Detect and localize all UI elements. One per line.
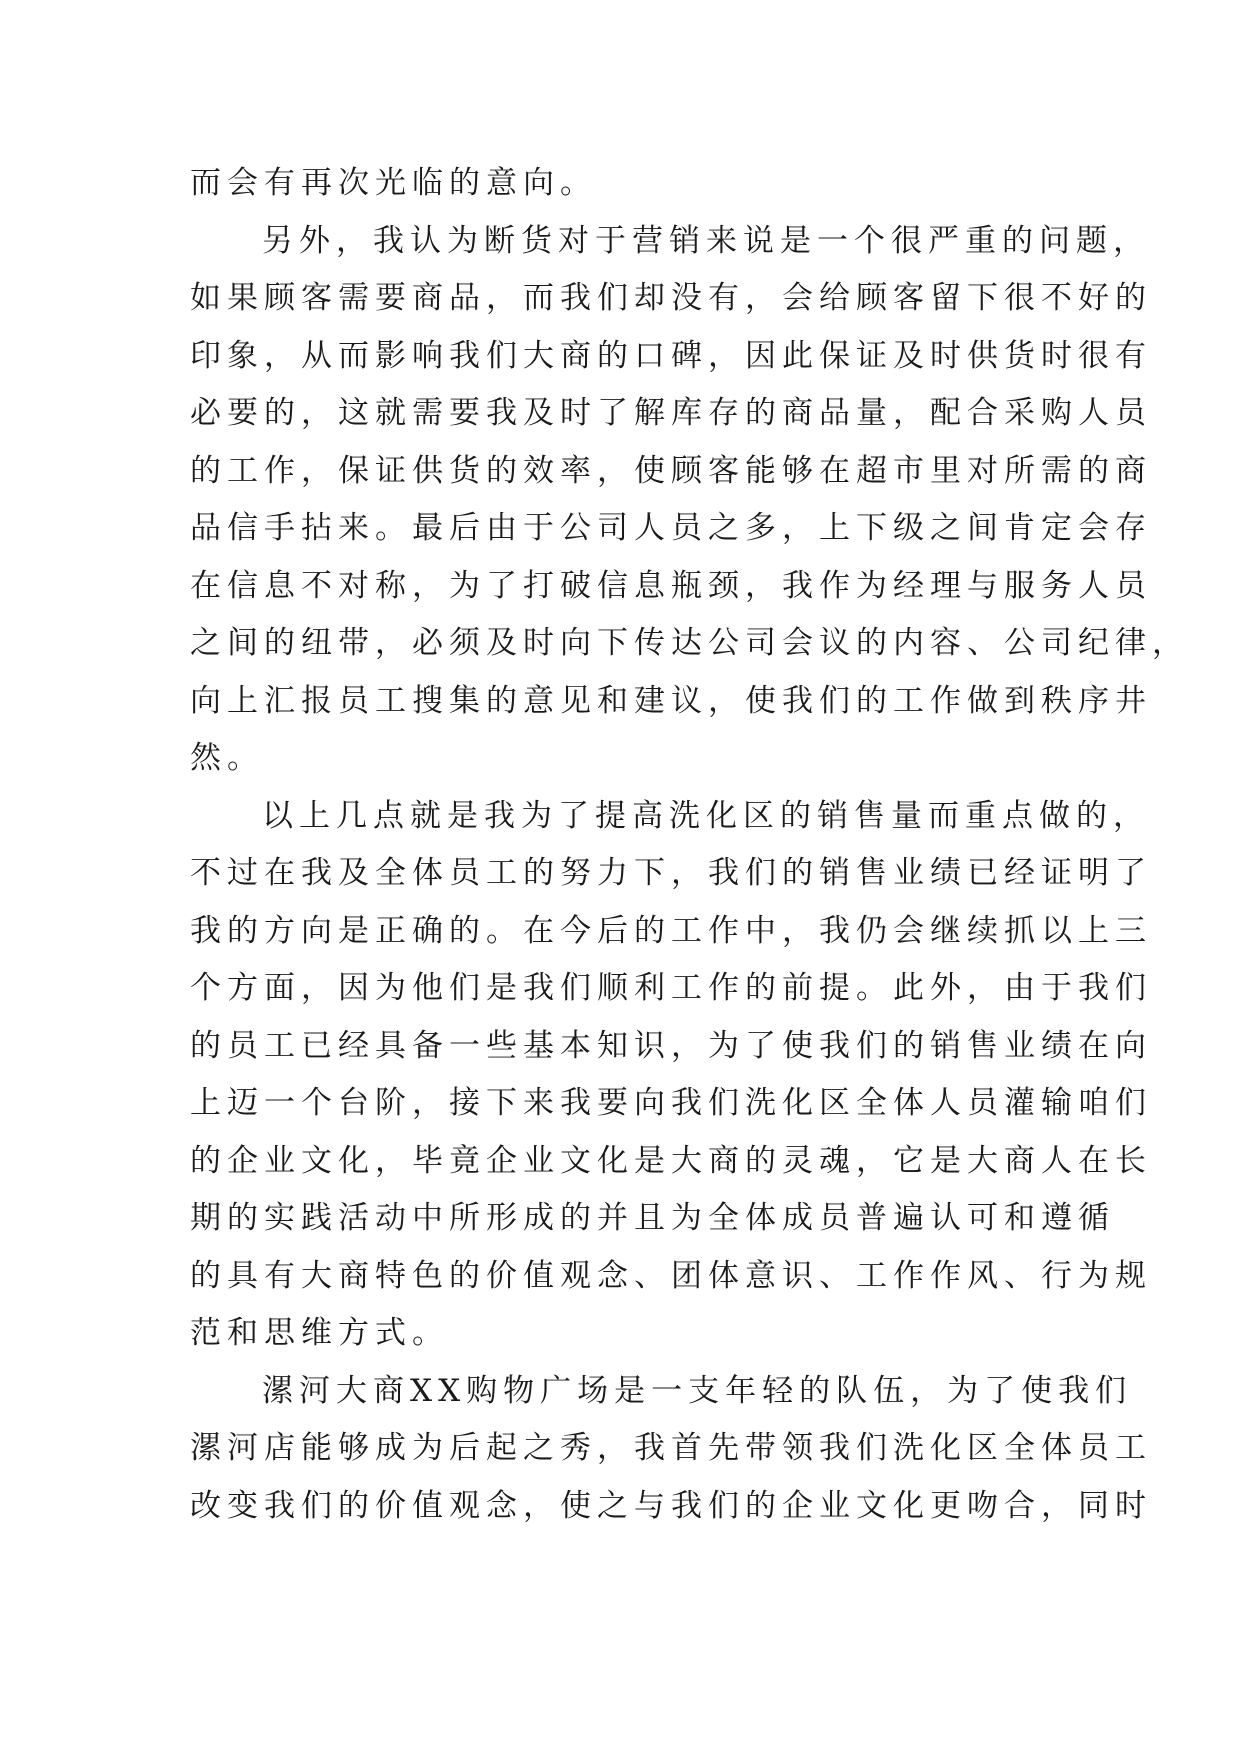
text-line-11: 然。 [190,740,264,776]
text-line-7: 品信手拈来。最后由于公司人员之多，上下级之间肯定会存 [190,510,1152,546]
text-line-5: 必要的，这就需要我及时了解库存的商品量，配合采购人员 [190,395,1152,431]
text-line-19: 期的实践活动中所形成的并且为全体成员普遍认可和遵循 [190,1200,1115,1236]
text-line-9: 之间的纽带，必须及时向下传达公司会议的内容、公司纪律， [190,625,1189,661]
text-line-18: 的企业文化，毕竟企业文化是大商的灵魂，它是大商人在长 [190,1142,1152,1179]
text-line-13: 不过在我及全体员工的努力下，我们的销售业绩已经证明了 [190,855,1152,891]
text-line-21: 范和思维方式。 [190,1315,449,1351]
text-line-16: 的员工已经具备一些基本知识，为了使我们的销售业绩在向 [190,1027,1152,1064]
text-line-3: 如果顾客需要商品，而我们却没有，会给顾客留下很不好的 [190,280,1152,316]
text-line-4: 印象，从而影响我们大商的口碑，因此保证及时供货时很有 [190,337,1152,374]
text-line-23: 漯河店能够成为后起之秀，我首先带领我们洗化区全体员工 [190,1430,1152,1466]
text-line-1: 而会有再次光临的意向。 [190,165,597,201]
text-line-20: 的具有大商特色的价值观念、团体意识、工作作风、行为规 [190,1257,1152,1294]
text-line-17: 上迈一个台阶，接下来我要向我们洗化区全体人员灌输咱们 [190,1085,1152,1121]
text-line-6: 的工作，保证供货的效率，使顾客能够在超市里对所需的商 [190,452,1152,489]
text-line-22: 漯河大商XX购物广场是一支年轻的队伍，为了使我们 [262,1372,1133,1409]
text-line-12: 以上几点就是我为了提高洗化区的销售量而重点做的， [262,797,1150,834]
text-line-14: 我的方向是正确的。在今后的工作中，我仍会继续抓以上三 [190,912,1152,949]
document-body [190,155,1189,1535]
text-line-8: 在信息不对称，为了打破信息瓶颈，我作为经理与服务人员 [190,567,1152,604]
text-line-24: 改变我们的价值观念，使之与我们的企业文化更吻合，同时 [190,1487,1152,1524]
text-line-10: 向上汇报员工搜集的意见和建议，使我们的工作做到秩序井 [190,682,1152,719]
text-line-15: 个方面，因为他们是我们顺利工作的前提。此外，由于我们 [190,970,1152,1006]
text-line-2: 另外，我认为断货对于营销来说是一个很严重的问题， [262,222,1150,259]
